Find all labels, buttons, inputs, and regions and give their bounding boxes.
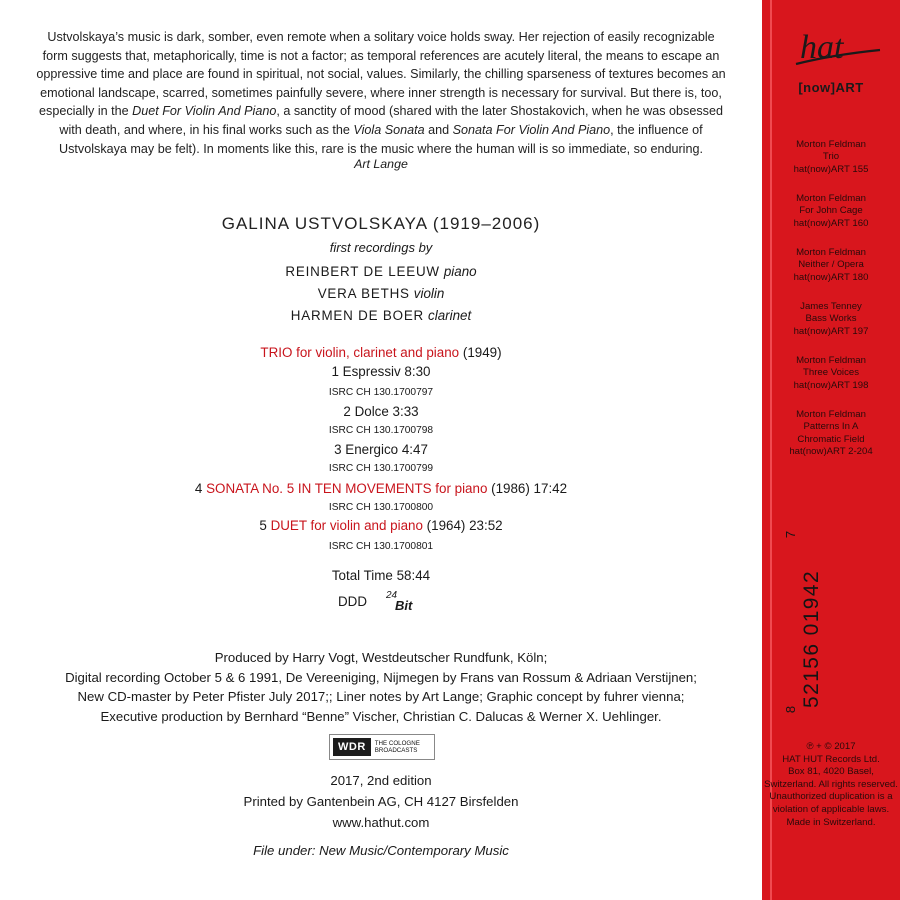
catalog-number: hat(now)ART 155 [793, 163, 869, 175]
performer-instrument: clarinet [428, 308, 472, 323]
total-time: Total Time 58:44 [331, 568, 431, 583]
performer-name: VERA BETHS [317, 286, 410, 301]
catalog-item [762, 139, 900, 176]
performer-3 [0, 308, 762, 323]
track-number: 4 [194, 481, 203, 496]
liner-notes-text-2: , a sanctity of mood (shared with the later Shostakovich, when he was obsessed with death, and where, in his final works such as the [59, 104, 723, 137]
performer-2 [0, 286, 762, 301]
track-5-title: DUET for violin and piano [270, 518, 423, 533]
liner-notes [34, 28, 728, 158]
isrc-1: ISRC CH 130.1700797 [328, 387, 434, 398]
catalog-number: hat(now)ART 198 [793, 379, 869, 391]
performer-1 [0, 264, 762, 279]
track-4-title: SONATA No. 5 IN TEN MOVEMENTS for piano [206, 481, 488, 496]
performer-name: HARMEN DE BOER [290, 308, 425, 323]
isrc-2: ISRC CH 130.1700798 [328, 425, 434, 436]
production-line: Digital recording October 5 & 6 1991, De Vereeniging, Nijmegen by Frans van Rossum & Adriaan Verstijnen; [65, 669, 697, 685]
copyright-line: HAT HUT Records Ltd. [782, 753, 880, 765]
copyright-line: Made in Switzerland. [786, 816, 876, 828]
catalog-item [762, 355, 900, 392]
track-5-details: (1964) 23:52 [426, 518, 503, 533]
catalog-artist: Morton Feldman [796, 409, 866, 420]
copyright-line: Switzerland. All rights reserved. [764, 778, 898, 790]
catalog-title: For John Cage [799, 205, 863, 217]
catalog-title-2: Chromatic Field [797, 433, 865, 445]
track-5 [0, 518, 762, 533]
liner-notes-author: Art Lange [354, 157, 408, 171]
track-number: 5 [259, 518, 267, 533]
bit-depth-number: 24 [386, 590, 398, 601]
catalog-title: Patterns In A [803, 421, 859, 433]
liner-notes-text-1: Ustvolskaya’s music is dark, somber, even remote when a solitary voice holds sway. Her rejection of easily recognizable form suggests that, metaphorically, time is not a factor; as temporal references are acutely literal, the means to escape an oppressive time and place are found in spiritual, not social, values. Similarly, the chilling sparseness of textures becomes an emotional landscape, scarred, sometimes painfully severe, where inner strength is necessary for survival. But there is, too, especially in the [36, 30, 726, 119]
copyright-line: violation of applicable laws. [772, 803, 890, 815]
bit-depth-label: Bit [395, 598, 413, 613]
catalog-artist: Morton Feldman [796, 355, 866, 366]
track-2: 2 Dolce 3:33 [343, 404, 419, 419]
catalog-title: Bass Works [805, 313, 857, 325]
liner-notes-text-3: and [424, 122, 453, 137]
catalog-item [762, 409, 900, 459]
track-1: 1 Espressiv 8:30 [331, 364, 431, 379]
track-4-details: (1986) 17:42 [491, 481, 568, 496]
isrc-3: ISRC CH 130.1700799 [328, 463, 434, 474]
composer-heading: GALINA USTVOLSKAYA (1919–2006) [221, 214, 541, 233]
catalog-title: Trio [822, 151, 840, 163]
barcode-last-digit: 8 [783, 705, 799, 714]
barcode-digits: 52156 01942 [800, 569, 823, 708]
production-line: New CD-master by Peter Pfister July 2017;; Liner notes by Art Lange; Graphic concept by fuhrer vienna; [77, 689, 685, 705]
liner-notes-viola-title: Viola Sonata [353, 122, 425, 137]
copyright-line: Unauthorized duplication is a [769, 791, 893, 803]
file-under: File under: New Music/Contemporary Music [253, 843, 509, 858]
track-4 [0, 481, 762, 496]
trio-year: (1949) [462, 345, 502, 360]
wdr-line-2: BROADCASTS [374, 747, 418, 754]
wdr-text [375, 740, 420, 755]
copyright-block [762, 741, 900, 829]
wdr-line-1: THE COLOGNE [374, 739, 420, 747]
catalog-artist: Morton Feldman [796, 247, 866, 258]
barcode-first-digit: 7 [783, 530, 799, 539]
catalog-title: Three Voices [803, 367, 859, 379]
liner-notes-sonata-title: Sonata For Violin And Piano [452, 122, 611, 137]
trio-title: TRIO for violin, clarinet and piano [260, 345, 460, 360]
production-line: Produced by Harry Vogt, Westdeutscher Rundfunk, Köln; [214, 650, 548, 665]
logo-text: hat [800, 29, 844, 66]
liner-notes-text-4: , the influence of Ustvolskaya may be felt). In moments like this, rare is the music where the human will is so immediate, so enduring. [59, 122, 703, 156]
copyright-line: Box 81, 4020 Basel, [788, 766, 874, 778]
copyright-line: ℗ + © 2017 [806, 741, 856, 752]
production-line: Executive production by Bernhard “Benne” Vischer, Christian C. Dalucas & Werner X. Uehlinger. [100, 708, 662, 724]
isrc-4: ISRC CH 130.1700800 [328, 502, 434, 513]
recordings-subtitle: first recordings by [329, 240, 433, 255]
ddd-label: DDD [338, 594, 368, 609]
wdr-mark: WDR [333, 738, 371, 756]
trio-heading [0, 345, 762, 360]
catalog-title: Neither / Opera [798, 259, 864, 271]
hat-logo-icon [790, 24, 886, 76]
performer-instrument: piano [443, 264, 477, 279]
catalog-artist: James Tenney [800, 301, 862, 312]
catalog-artist: Morton Feldman [796, 193, 866, 204]
website-link[interactable]: www.hathut.com [332, 815, 430, 830]
production-credits [0, 648, 762, 726]
catalog-number: hat(now)ART 197 [793, 325, 869, 337]
catalog-number: hat(now)ART 180 [793, 271, 869, 283]
catalog-number: hat(now)ART 160 [793, 217, 869, 229]
catalog-item [762, 247, 900, 284]
series-label: [now]ART [798, 80, 864, 95]
edition-info: 2017, 2nd edition [330, 773, 432, 788]
performer-name: REINBERT DE LEEUW [285, 264, 440, 279]
liner-notes-duet-title: Duet For Violin And Piano [132, 104, 277, 119]
performer-instrument: violin [413, 286, 445, 301]
catalog-number: hat(now)ART 2-204 [789, 446, 873, 458]
isrc-5: ISRC CH 130.1700801 [328, 541, 434, 552]
printer-info: Printed by Gantenbein AG, CH 4127 Birsfelden [243, 794, 519, 809]
catalog-artist: Morton Feldman [796, 139, 866, 150]
catalog-item [762, 193, 900, 230]
track-3: 3 Energico 4:47 [334, 442, 428, 457]
wdr-logo [329, 734, 435, 760]
catalog-item [762, 301, 900, 338]
